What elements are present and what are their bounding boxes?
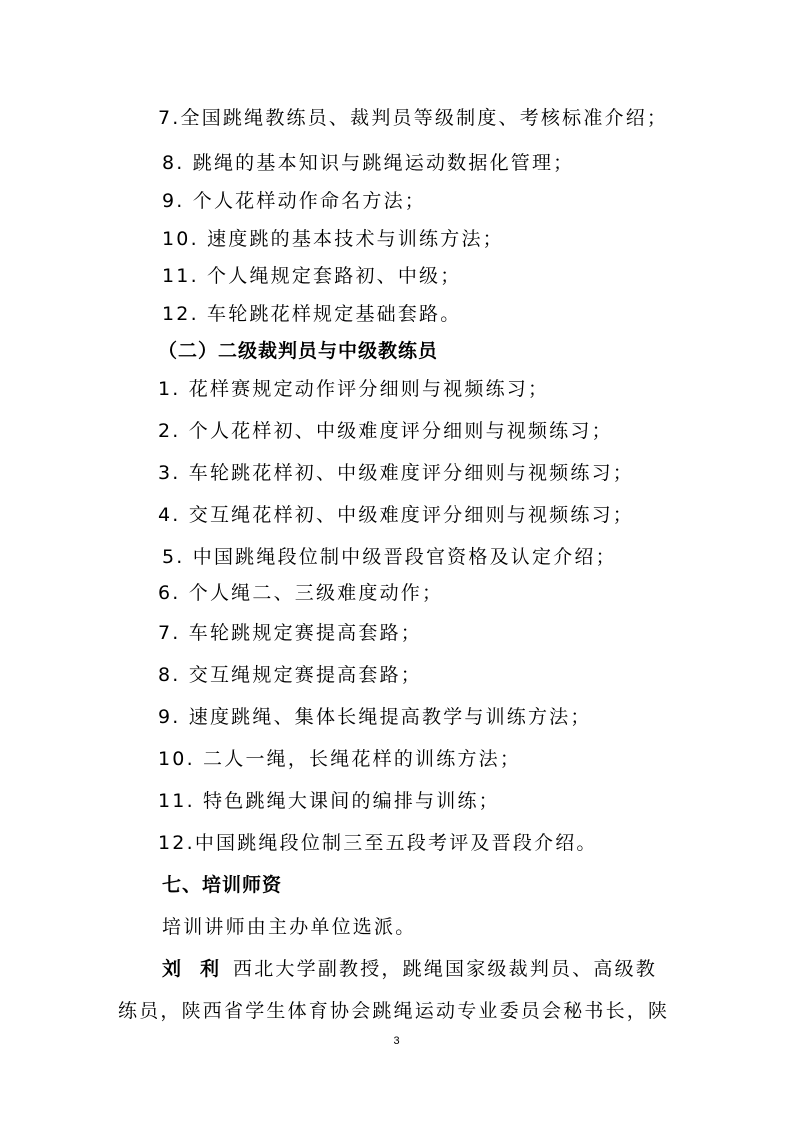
list-item: 10. 速度跳的基本技术与训练方法； [162, 228, 504, 250]
list-item: 5. 中国跳绳段位制中级晋段官资格及认定介绍； [162, 546, 617, 568]
list-item: 2. 个人花样初、中级难度评分细则与视频练习； [158, 420, 613, 442]
trainer-bio-line: 练员，陕西省学生体育协会跳绳运动专业委员会秘书长，陕 [118, 1000, 670, 1022]
list-item: 7. 车轮跳规定赛提高套路； [158, 622, 422, 644]
list-item: 1. 花样赛规定动作评分细则与视频练习； [158, 378, 550, 400]
list-item: 4. 交互绳花样初、中级难度评分细则与视频练习； [158, 504, 634, 526]
list-item: 11. 个人绳规定套路初、中级； [162, 265, 462, 287]
list-item: 8. 交互绳规定赛提高套路； [158, 664, 422, 686]
section-heading: 七、培训师资 [162, 874, 283, 896]
list-item: 11. 特色跳绳大课间的编排与训练； [158, 790, 500, 812]
list-item: 12.中国跳绳段位制三至五段考评及晋段介绍。 [158, 832, 598, 854]
list-item: 6. 个人绳二、三级难度动作； [158, 582, 444, 604]
trainer-bio-line [162, 957, 657, 981]
list-item: 9. 个人花样动作命名方法； [162, 190, 426, 212]
list-item: 7.全国跳绳教练员、裁判员等级制度、考核标准介绍； [158, 107, 669, 129]
list-item: 8. 跳绳的基本知识与跳绳运动数据化管理； [162, 152, 575, 174]
paragraph: 培训讲师由主办单位选派。 [162, 916, 417, 938]
trainer-name: 刘 利 [162, 958, 220, 980]
list-item: 12. 车轮跳花样规定基础套路。 [162, 303, 462, 325]
section-heading: （二）二级裁判员与中级教练员 [158, 340, 439, 362]
list-item: 10. 二人一绳，长绳花样的训练方法； [158, 748, 522, 770]
page-number: 3 [393, 1035, 400, 1047]
list-item: 9. 速度跳绳、集体长绳提高教学与训练方法； [158, 706, 592, 728]
list-item: 3. 车轮跳花样初、中级难度评分细则与视频练习； [158, 462, 634, 484]
trainer-bio-text: 西北大学副教授，跳绳国家级裁判员、高级教 [233, 958, 658, 980]
